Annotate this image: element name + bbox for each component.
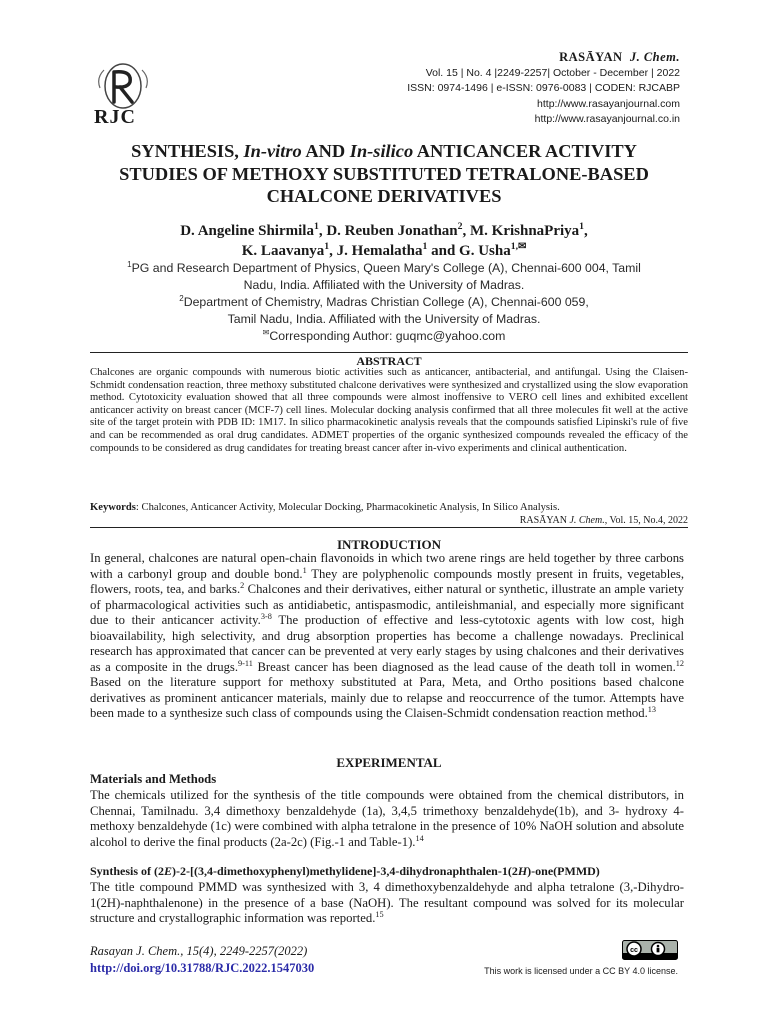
keywords: Keywords: Chalcones, Anticancer Activity, Molecular Docking, Pharmacokinetic Analysis, In Silico Analysis. (90, 502, 560, 513)
attribution-icon (652, 943, 665, 956)
issue-line: Vol. 15 | No. 4 |2249-2257| October - December | 2022 (425, 66, 680, 79)
svg-text:cc: cc (630, 947, 638, 954)
paper-title: SYNTHESIS, In-vitro AND In-silico ANTICANCER ACTIVITY STUDIES OF METHOXY SUBSTITUTED TETRALONE-BASED CHALCONE DERIVATIVES (119, 141, 649, 206)
issn-line: ISSN: 0974-1496 | e-ISSN: 0976-0083 | CODEN: RJCABP (407, 82, 680, 94)
experimental-heading: EXPERIMENTAL (336, 755, 442, 770)
abstract-citation: RASĀYAN J. Chem., Vol. 15, No.4, 2022 (90, 515, 688, 528)
envelope-icon: ✉ (262, 327, 270, 337)
introduction-paragraph: In general, chalcones are natural open-chain flavonoids in which two arene rings are held together by three carbons with a carbonyl group and double bond.$^1$ They are polyphenolic compounds mostly present in fruits, vegetables, flowers, roots, tea, and barks.$^2$ Chalcones and their derivatives, either natural or synthetic, illustrate an ample variety of pharmacological activities such as antidiabetic, antispasmodic, antileishmanial, and especially more significant due to their anticancer activity.$^{3-8}$ The production of effective and less-cytotoxic agents with low cost, high bioavailability, high selectivity, and drug absorption properties has become a challenge nowadays. Preclinical research has approximated that cancer can be prevented at very early stages by using chalcones and their derivatives as a composite in the drugs.$^{9-11}$ Breast cancer has been diagnosed as the lead cause of the death toll in women.$^{12}$ Based on the literature support for methoxy substituted at Para, Meta, and Ortho positions based chalcone derivatives as prominent anticancer materials, mainly due to relapse and reoccurrence of the tumor. Attempts have been made to a synthesize such class of compounds using the Claisen-Schmidt condensation reaction method.$^{13}$ (90, 551, 684, 721)
journal-url-1[interactable]: http://www.rasayanjournal.com (537, 97, 680, 110)
materials-heading: Materials and Methods (90, 772, 217, 786)
footer-citation: Rasayan J. Chem., 15(4), 2249-2257(2022) (90, 944, 308, 958)
doi-link[interactable]: http://doi.org/10.31788/RJC.2022.1547030 (90, 961, 315, 975)
synthesis-paragraph: The title compound PMMD was synthesized with 3, 4 dimethoxybenzaldehyde and alpha tetralone (3,-Dihydro-1(2H)-naphthalenone) in the presence of a base (NaOH). The resultant compound was solved for its molecular structure and crystallographic information was reported.$^{15}$ (90, 880, 684, 926)
license-notice[interactable]: This work is licensed under a CC BY 4.0 license. (484, 966, 678, 976)
journal-name: RASĀYAN J. Chem. (559, 50, 680, 64)
corresponding-author: Corresponding Author: guqmc@yahoo.com (269, 329, 506, 343)
synthesis-heading: Synthesis of (2E)-2-[(3,4-dimethoxyphenyl)methylidene]-3,4-dihydronaphthalen-1(2H)-one(PMMD) (90, 864, 600, 878)
logo-text: RJC (94, 106, 136, 128)
journal-masthead (407, 50, 680, 128)
creative-commons-icon (627, 942, 641, 956)
materials-paragraph: The chemicals utilized for the synthesis of the title compounds were obtained from the chemical distributors, in Chennai, Tamilnadu. 3,4 dimethoxy benzaldehyde (1a), 3,4,5 trimethoxy benzaldehyde(1b), and 3- hydroxy 4- methoxy benzaldehyde (1c) were combined with alpha tetralone in the presence of 10% NaOH solution and absolute alcohol to derive the final products (2a-2c) (Fig.-1 and Table-1).$^{14}$ (90, 788, 684, 849)
abstract-heading: ABSTRACT (90, 352, 688, 369)
author-list: D. Angeline Shirmila$^1$, D. Reuben Jonathan$^2$, M. KrishnaPriya$^1$, K. Laavanya$^1$, J. Hemalatha$^1$ and G. Usha$^{1,✉}$ (180, 221, 588, 259)
abstract-text: Chalcones are organic compounds with numerous biotic activities such as anticancer, antibacterial, and antifungal. Using the Claisen-Schmidt condensation reaction, three methoxy substituted chalcone derivatives were synthesized and crystallized using the slow evaporation method. Cytotoxicity evaluation showed that all three compounds were almost inoffensive to VERO cell lines and exhibited excellent anticancer activity on breast cancer (MCF-7) cell lines. Molecular docking analysis confirmed that all three molecules fit well at the active site of the target protein with PDB ID: 1M17. In silico pharmacokinetic analysis reveals that the compounds satisfied Lipinski's rule of five and can be recommended as oral drug candidates. ADMET properties of the organic synthesized compounds revealed the efficacy of the compounds to be considered as drug candidates for treating breast cancer after in-vivo experiments and clinical authentication. (90, 367, 688, 454)
affiliations: $^1$PG and Research Department of Physics, Queen Mary's College (A), Chennai-600 004, Tamil Nadu, India. Affiliated with the University of Madras. $^2$Department of Chemistry, Madras Christian College (A), Chennai-600 059, Tamil Nadu, India. Affiliated with the University of Madras. ✉Corresponding Author: guqmc@yahoo.com (127, 259, 641, 343)
journal-url-2[interactable]: http://www.rasayanjournal.co.in (534, 113, 680, 125)
cc-by-badge[interactable] (622, 940, 678, 960)
introduction-heading: INTRODUCTION (336, 537, 441, 552)
